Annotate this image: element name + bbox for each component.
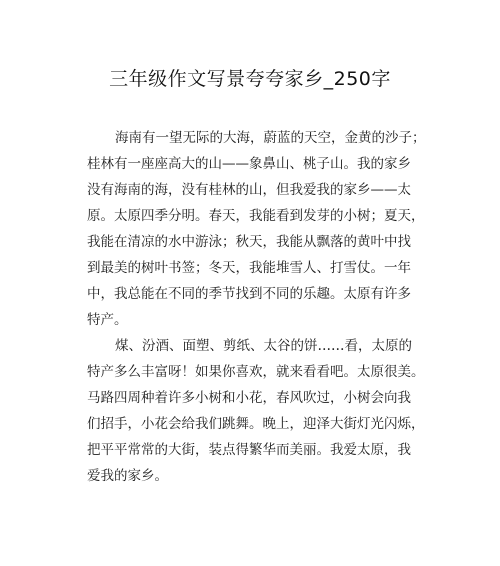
paragraph-line: 们招手，小花会给我们跳舞。晚上，迎泽大街灯光闪烁， bbox=[87, 416, 425, 432]
paragraph-line: 原。太原四季分明。春天，我能看到发芽的小树；夏天， bbox=[87, 208, 425, 224]
paragraph-line: 马路四周种着许多小树和小花，春风吹过，小树会向我 bbox=[87, 390, 411, 406]
paragraph-1 bbox=[87, 125, 424, 333]
paragraph-2 bbox=[87, 333, 424, 489]
paragraph-line: 没有海南的海，没有桂林的山，但我爱我的家乡——太 bbox=[87, 182, 411, 198]
paragraph-line: 桂林有一座座高大的山——象鼻山、桃子山。我的家乡 bbox=[87, 156, 411, 172]
paragraph-line: 我能在清凉的水中游泳；秋天，我能从飘落的黄叶中找 bbox=[87, 234, 411, 250]
paragraph-line: 到最美的树叶书签；冬天，我能堆雪人、打雪仗。一年 bbox=[87, 260, 411, 276]
paragraph-line: 把平平常常的大街，装点得繁华而美丽。我爱太原，我 bbox=[87, 442, 411, 458]
paragraph-line: 煤、汾酒、面塑、剪纸、太谷的饼……看，太原的 bbox=[115, 338, 412, 354]
paragraph-line: 特产多么丰富呀！如果你喜欢，就来看看吧。太原很美。 bbox=[87, 364, 425, 380]
paragraph-line: 海南有一望无际的大海，蔚蓝的天空，金黄的沙子； bbox=[115, 130, 426, 146]
paragraph-line: 特产。 bbox=[87, 312, 128, 328]
document-title: 三年级作文写景夸夸家乡_250字 bbox=[109, 68, 391, 90]
paragraph-line: 爱我的家乡。 bbox=[87, 468, 168, 484]
paragraph-line: 中，我总能在不同的季节找到不同的乐趣。太原有许多 bbox=[87, 286, 411, 302]
document-body bbox=[87, 125, 424, 489]
